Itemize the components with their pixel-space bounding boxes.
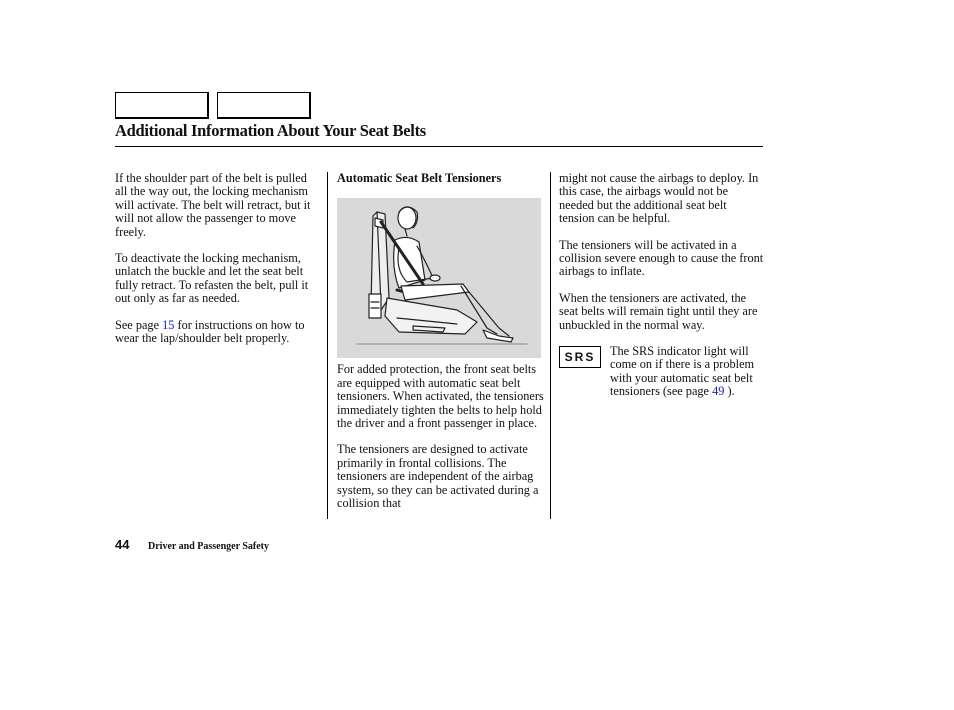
seat-belt-illustration — [337, 198, 541, 358]
column-3 — [559, 172, 765, 412]
page-link-15[interactable]: 15 — [162, 317, 175, 332]
col1-paragraph-3 — [115, 319, 315, 346]
srs-indicator-icon: SRS — [559, 346, 601, 368]
col3-paragraph-3: When the tensioners are activated, the seat belts will remain tight until they are unbuckled in the normal way. — [559, 290, 758, 332]
seated-passenger-icon — [337, 198, 541, 358]
page-title: Additional Information About Your Seat Belts — [115, 121, 426, 140]
srs-text-prefix: The SRS indicator light will come on if there is a problem with your automatic seat belt tensioners (see page — [610, 344, 755, 399]
section-footer-label: Driver and Passenger Safety — [148, 541, 270, 552]
page-number: 44 — [115, 537, 130, 552]
col3-paragraph-2: The tensioners will be activated in a collision severe enough to cause the front airbags to inflate. — [559, 237, 764, 279]
col1-paragraph-1: If the shoulder part of the belt is pulled all the way out, the locking mechanism will activate. The belt will retract, but it will not allow the passenger to move freely. — [115, 171, 311, 239]
col2-paragraph-1: For added protection, the front seat belts are equipped with automatic seat belt tensioners. When activated, the tensioners immediately tighten the belts to help hold the driver and a front passenger in place. — [337, 362, 544, 431]
col1-paragraph-2: To deactivate the locking mechanism, unlatch the buckle and let the seat belt fully retract. To refasten the belt, pull it out only as far as needed. — [115, 251, 309, 306]
section-heading: Automatic Seat Belt Tensioners — [337, 171, 502, 185]
col1-p3-prefix: See page — [115, 317, 163, 332]
page-link-49[interactable]: 49 — [712, 384, 725, 399]
col3-paragraph-1: might not cause the airbags to deploy. In this case, the airbags would not be needed but the additional seat belt tension can be helpful. — [559, 171, 759, 226]
col1-p3-suffix: for instructions on how to wear the lap/shoulder belt properly. — [115, 317, 305, 346]
srs-text-suffix: ). — [724, 384, 735, 399]
column-divider-2 — [550, 172, 551, 519]
title-divider — [115, 146, 763, 147]
srs-paragraph — [559, 345, 765, 399]
col2-paragraph-2: The tensioners are designed to activate primarily in frontal collisions. The tensioners are independent of the airbag system, so they can be activated during a collision that — [337, 442, 539, 511]
column-1 — [115, 172, 315, 358]
nav-button-next[interactable] — [217, 92, 311, 119]
column-divider-1 — [327, 172, 328, 519]
nav-button-previous[interactable] — [115, 92, 209, 119]
column-2 — [337, 172, 547, 523]
